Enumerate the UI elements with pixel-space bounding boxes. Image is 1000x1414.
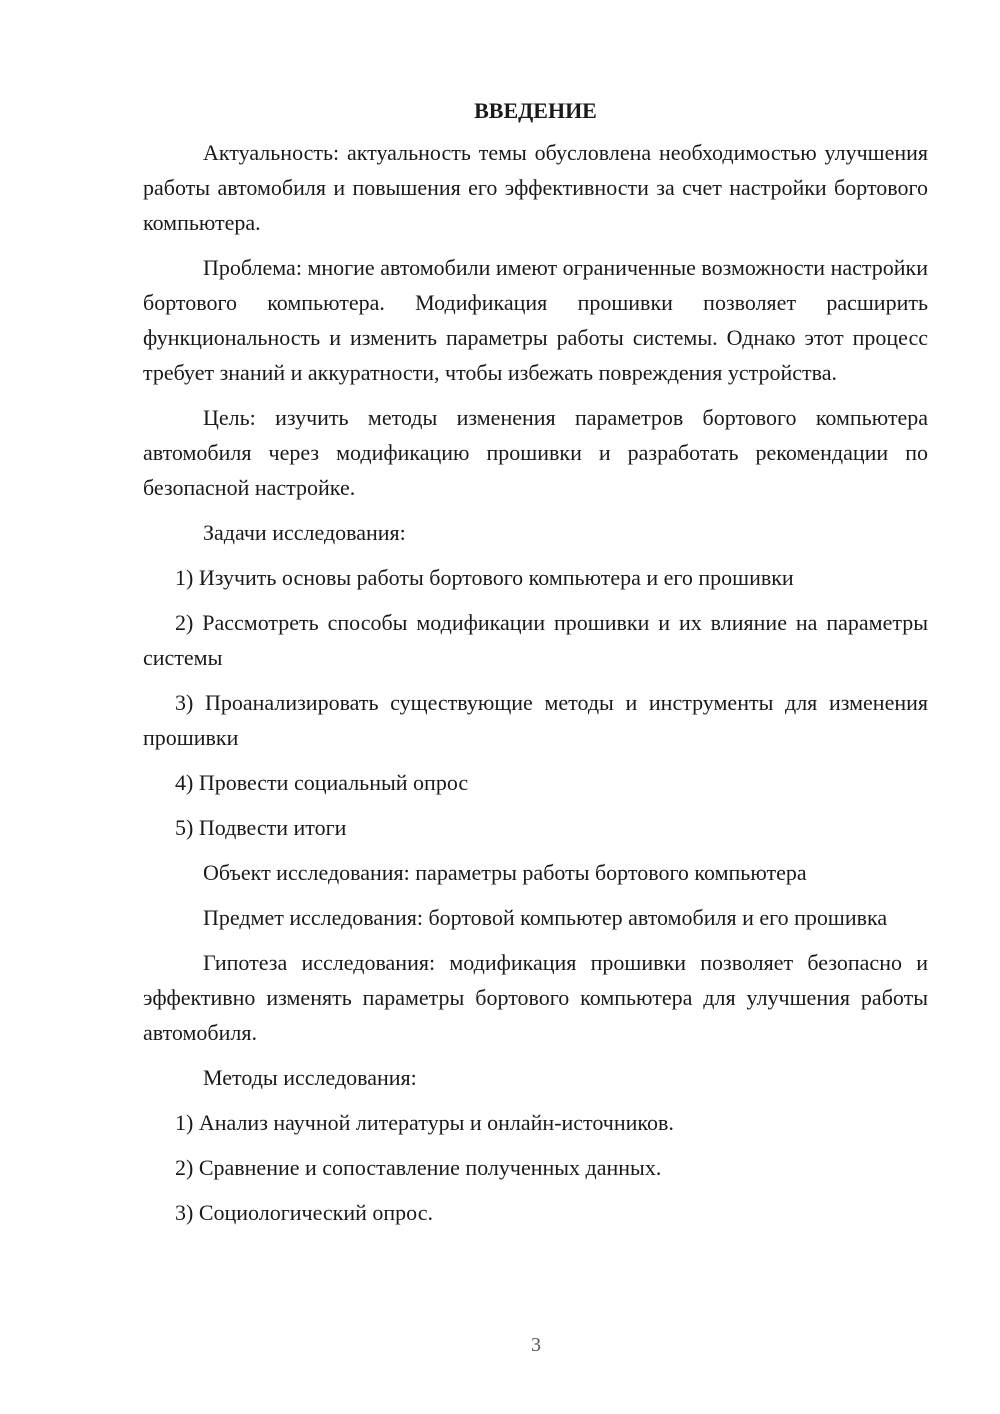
method-item: 3) Социологический опрос. — [175, 1200, 433, 1225]
hypothesis-paragraph: Гипотеза исследования: модификация прошивки позволяет безопасно и эффективно изменять параметры бортового компьютера для улучшения работы автомобиля. — [143, 950, 928, 1045]
document-body — [143, 95, 928, 1240]
page-number: 3 — [531, 1334, 541, 1356]
subject-paragraph: Предмет исследования: бортовой компьютер автомобиля и его прошивка — [203, 905, 888, 930]
method-item: 2) Сравнение и сопоставление полученных данных. — [175, 1155, 662, 1180]
relevance-paragraph: Актуальность: актуальность темы обусловлена необходимостью улучшения работы автомобиля и повышения его эффективности за счет настройки бортового компьютера. — [143, 140, 928, 235]
task-item: 2) Рассмотреть способы модификации прошивки и их влияние на параметры системы — [143, 610, 928, 670]
problem-paragraph: Проблема: многие автомобили имеют ограниченные возможности настройки бортового компьютера. Модификация прошивки позволяет расширить функциональность и изменить параметры работы системы. Однако этот процесс требует знаний и аккуратности, чтобы избежать повреждения устройства. — [143, 255, 928, 385]
task-item: 4) Провести социальный опрос — [175, 770, 469, 795]
tasks-heading: Задачи исследования: — [203, 520, 406, 545]
object-paragraph: Объект исследования: параметры работы бортового компьютера — [203, 860, 807, 885]
methods-heading: Методы исследования: — [203, 1065, 417, 1090]
task-item: 5) Подвести итоги — [175, 815, 347, 840]
task-item: 1) Изучить основы работы бортового компьютера и его прошивки — [175, 565, 794, 590]
goal-paragraph: Цель: изучить методы изменения параметров бортового компьютера автомобиля через модификацию прошивки и разработать рекомендации по безопасной настройке. — [143, 405, 928, 500]
method-item: 1) Анализ научной литературы и онлайн-источников. — [175, 1110, 674, 1135]
section-title: ВВЕДЕНИЕ — [474, 98, 597, 123]
task-item: 3) Проанализировать существующие методы и инструменты для изменения прошивки — [143, 690, 928, 750]
